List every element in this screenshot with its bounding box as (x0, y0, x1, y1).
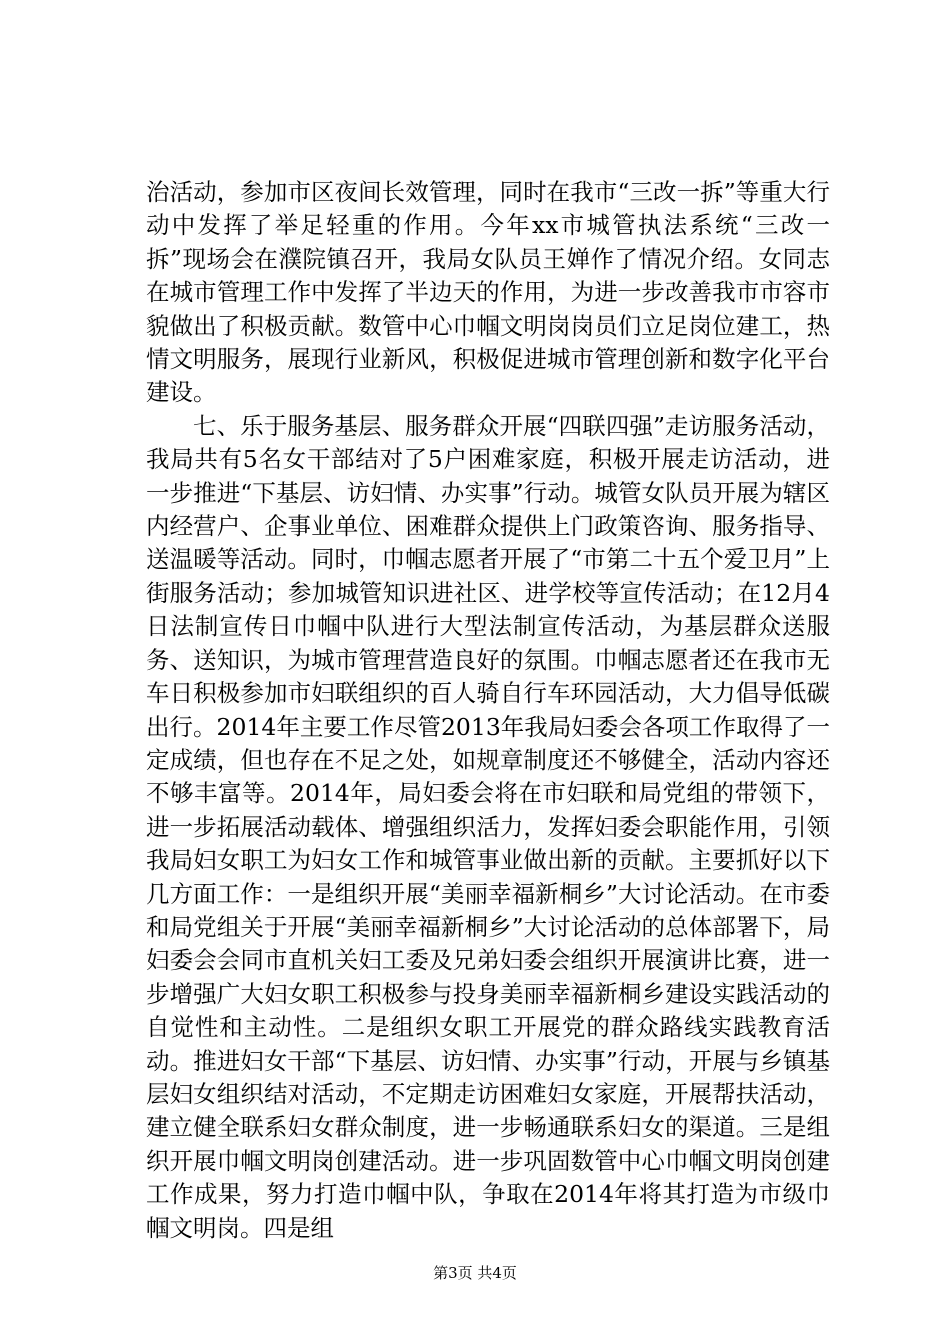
paragraph-1: 治活动，参加市区夜间长效管理，同时在我市“三改一拆”等重大行动中发挥了举足轻重的作用。今年xx市城管执法系统“三改一拆”现场会在濮院镇召开，我局女队员王婵作了情况介绍。女同志在城市管理工作中发挥了半边天的作用，为进一步改善我市市容市貌做出了积极贡献。数管中心巾帼文明岗岗员们立足岗位建工，热情文明服务，展现行业新风，积极促进城市管理创新和数字化平台建设。 (146, 178, 830, 407)
page-footer: 第3页 共4页 (433, 1264, 517, 1282)
document-body (146, 176, 830, 1245)
paragraph-2: 七、乐于服务基层、服务群众开展“四联四强”走访服务活动，我局共有5名女干部结对了5户困难家庭，积极开展走访活动，进一步推进“下基层、访妇情、办实事”行动。城管女队员开展为辖区内经营户、企事业单位、困难群众提供上门政策咨询、服务指导、送温暖等活动。同时，巾帼志愿者开展了“市第二十五个爱卫月”上街服务活动；参加城管知识进社区、进学校等宣传活动；在12月4日法制宣传日巾帼中队进行大型法制宣传活动，为基层群众送服务、送知识，为城市管理营造良好的氛围。巾帼志愿者还在我市无车日积极参加市妇联组织的百人骑自行车环园活动，大力倡导低碳出行。2014年主要工作尽管2013年我局妇委会各项工作取得了一定成绩，但也存在不足之处，如规章制度还不够健全，活动内容还不够丰富等。2014年，局妇委会将在市妇联和局党组的带领下，进一步拓展活动载体、增强组织活力，发挥妇委会职能作用，引领我局妇女职工为妇女工作和城管事业做出新的贡献。主要抓好以下几方面工作：一是组织开展“美丽幸福新桐乡”大讨论活动。在市委和局党组关于开展“美丽幸福新桐乡”大讨论活动的总体部署下，局妇委会会同市直机关妇工委及兄弟妇委会组织开展演讲比赛，进一步增强广大妇女职工积极参与投身美丽幸福新桐乡建设实践活动的自觉性和主动性。二是组织女职工开展党的群众路线实践教育活动。推进妇女干部“下基层、访妇情、办实事”行动，开展与乡镇基层妇女组织结对活动，不定期走访困难妇女家庭，开展帮扶活动，建立健全联系妇女群众制度，进一步畅通联系妇女的渠道。三是组织开展巾帼文明岗创建活动。进一步巩固数管中心巾帼文明岗创建工作成果，努力打造巾帼中队，争取在2014年将其打造为市级巾帼文明岗。四是组 (146, 411, 830, 1242)
